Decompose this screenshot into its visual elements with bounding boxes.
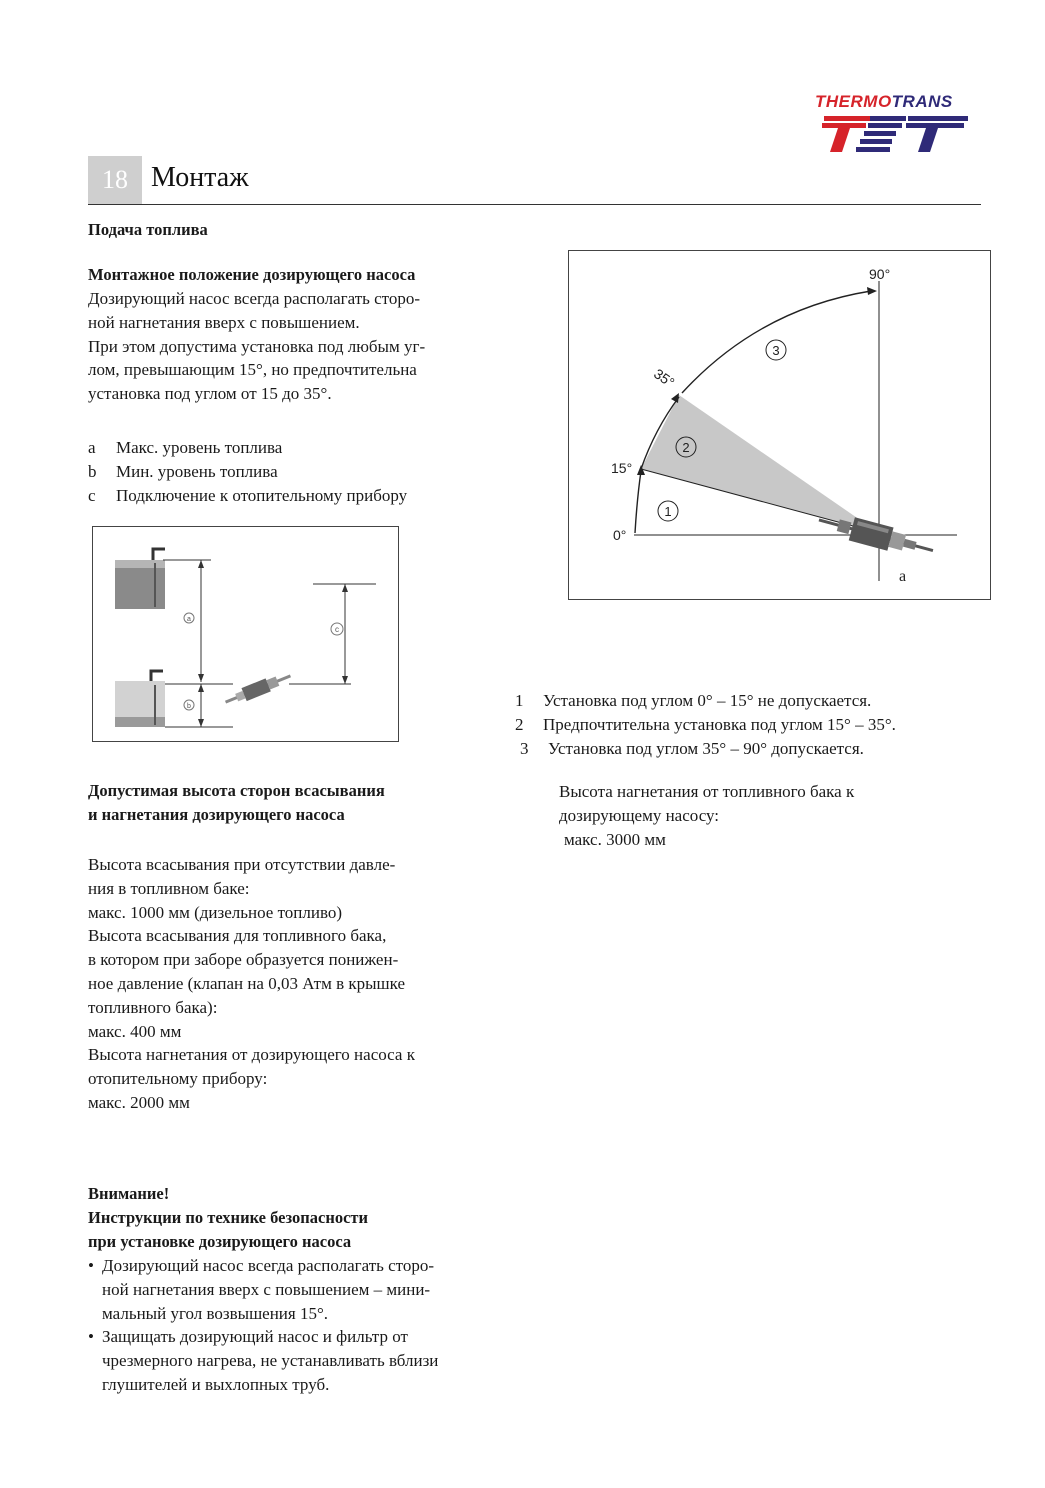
suction-line: Высота нагнетания от дозирующего насоса к [88,1045,415,1065]
angle-legend-item: 3 Установка под углом 35° – 90° допускается. [520,738,864,758]
figure-tank-heights [92,526,399,742]
attention-heading: при установке дозирующего насоса [88,1232,352,1251]
angle-diagram [569,251,990,599]
suction-heading: и нагнетания дозирующего насоса [88,805,345,824]
pressure-line: дозирующему насосу: [559,805,720,825]
zone-3: 3 [772,343,780,358]
angle-label-35: 35° [650,365,678,391]
suction-line: в котором при заборе образуется понижен- [88,950,399,970]
pressure-height-block [559,780,854,851]
mounting-block [88,263,508,406]
angle-legend-item: 1 Установка под углом 0° – 15° не допускается. [515,691,872,710]
suction-heading: Допустимая высота сторон всасывания [88,781,385,800]
pressure-line: макс. 3000 мм [564,829,666,849]
section-heading-fuel: Подача топлива [88,220,208,239]
suction-line: макс. 400 мм [88,1021,182,1041]
angle-legend-item: 2 Предпочтительна установка под углом 15° – 35°. [515,714,896,734]
zone-1: 1 [664,504,672,519]
mounting-line: При этом допустима установка под любым уг- [88,336,426,356]
suction-line: ное давление (клапан на 0,03 Атм в крышке [88,973,406,993]
angle-label-0: 0° [613,527,627,543]
angle-legend [515,689,896,760]
page-number: 18 [88,156,142,204]
title-rule [88,204,981,205]
pressure-line: Высота нагнетания от топливного бака к [559,782,855,801]
mounting-heading: Монтажное положение дозирующего насоса [88,265,416,284]
page-title: Монтаж [151,162,249,193]
suction-line: топливного бака): [88,997,218,1017]
brand-logo [815,92,953,112]
mounting-line: лом, превышающим 15°, но предпочтительна [88,360,417,380]
label-c: c [335,625,339,634]
pump-label-a: a [899,568,907,585]
label-a: a [187,616,191,623]
logo-word-trans: TRANS [891,92,953,111]
attention-heading: Инструкции по технике безопасности [88,1208,369,1227]
attention-heading: Внимание! [88,1184,170,1203]
angle-label-90: 90° [869,266,891,282]
legend-abc [88,436,407,507]
dosing-pump-small [223,669,293,708]
mounting-line: Дозирующий насос всегда располагать сторо- [88,289,421,308]
zone-2: 2 [682,440,690,455]
tank-diagram [93,527,398,741]
suction-line: Высота всасывания при отсутствии давле- [88,855,396,874]
mounting-line: установка под углом от 15 до 35°. [88,384,332,404]
suction-line: отопительному прибору: [88,1069,268,1089]
attention-bullet: • Защищать дозирующий насос и фильтр от чрезмерного нагрева, не устанавливать вблизи глушителей и выхлопных труб. [88,1325,528,1396]
angle-label-15: 15° [611,460,633,476]
legend-item: a Макс. уровень топлива [88,438,283,457]
legend-item: b Мин. уровень топлива [88,461,278,481]
logo-word-thermo: THERMO [815,92,892,111]
attention-block [88,1182,528,1397]
legend-item: c Подключение к отопительному прибору [88,485,408,505]
suction-line: макс. 2000 мм [88,1092,190,1112]
figure-install-angle [568,250,991,600]
suction-block [88,779,415,1115]
logo-mark-tet [818,112,978,156]
label-b: b [187,703,191,710]
attention-bullet: • Дозирующий насос всегда располагать сторо- ной нагнетания вверх с повышением – мини- мальный угол возвышения 15°. [88,1254,528,1325]
suction-line: Высота всасывания для топливного бака, [88,926,387,946]
suction-line: ния в топливном баке: [88,878,250,898]
mounting-line: ной нагнетания вверх с повышением. [88,312,360,332]
suction-line: макс. 1000 мм (дизельное топливо) [88,902,343,922]
